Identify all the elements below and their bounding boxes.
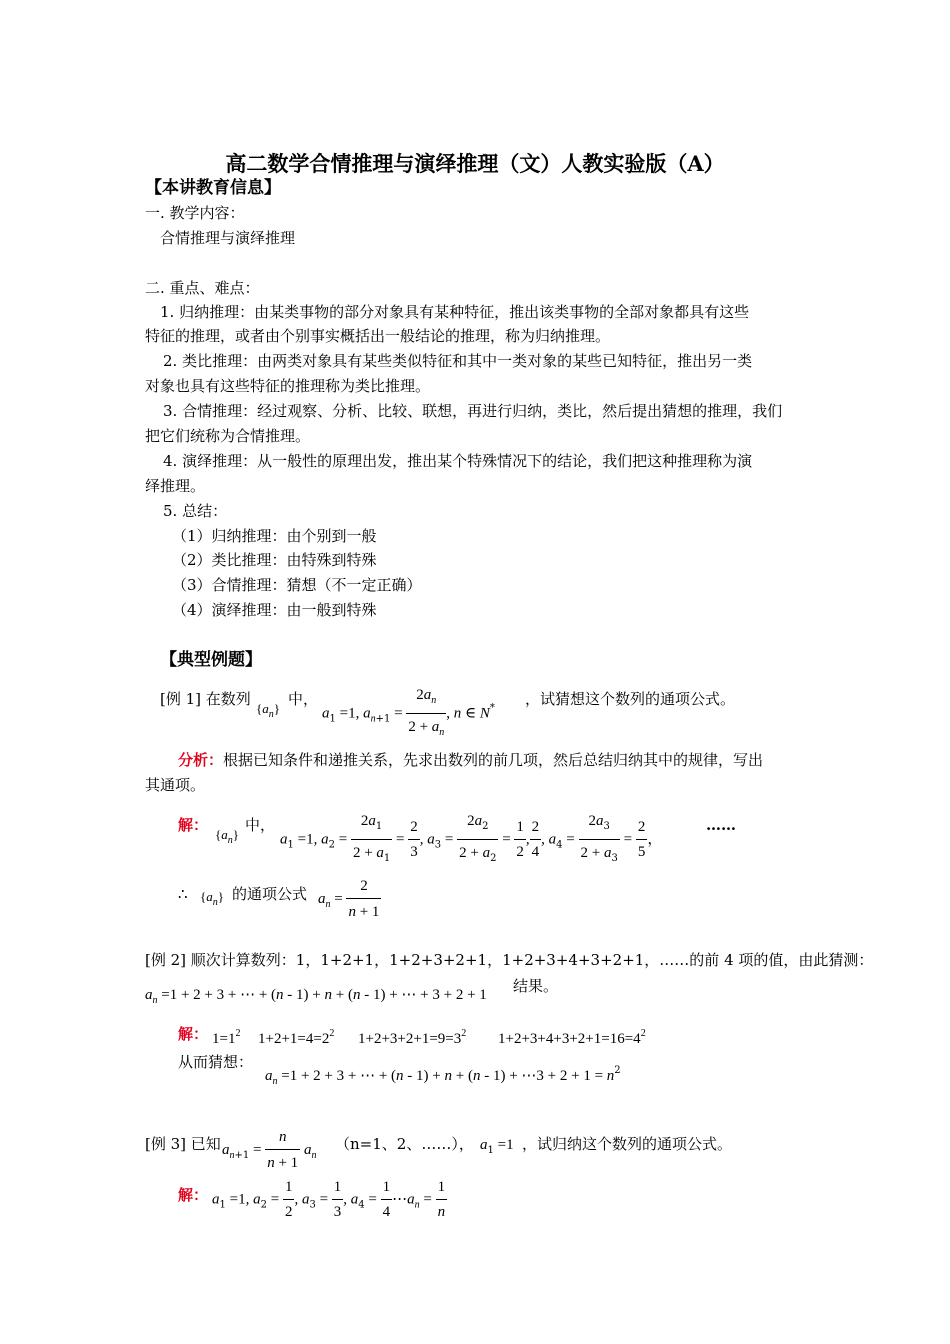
point3-line1: 3. 合情推理：经过观察、分析、比较、联想，再进行归纳，类比，然后提出猜想的推理，我们	[163, 402, 783, 420]
ex3-initial: $a_1 =1$	[480, 1137, 514, 1156]
point1-line1: 1. 归纳推理：由某类事物的部分对象具有某种特征，推出该类事物的全部对象都具有这些	[160, 303, 750, 321]
section1-heading: 一. 教学内容：	[145, 204, 245, 222]
ex2-sol-b: $1+2+1=4=2^2$	[258, 1028, 335, 1047]
summary-item-2: （2）类比推理：由特殊到特殊	[172, 551, 377, 569]
point2-line2: 对象也具有这些特征的推理称为类比推理。	[145, 377, 431, 395]
ex1-sol-zhong: 中，	[245, 816, 276, 834]
ex1-recurrence-formula: $a_1 =1$, $a_{n+1}$ = $\frac{2a_n}{2 + a_n}$ , n ∈ N*	[322, 682, 495, 745]
ex1-solution-label: 解：	[178, 816, 209, 834]
summary-item-4: （4）演绎推理：由一般到特殊	[172, 601, 377, 619]
ex2-sol-c: $1+2+3+2+1=9=3^2$	[358, 1028, 467, 1047]
ex1-therefore: ∴	[178, 885, 188, 903]
ex2-formula: $a_n =1 + 2 + 3$ + ⋯ + (n - 1) + n + (n - 1) + ⋯ + 3 + 2 + 1	[145, 987, 487, 1006]
point5: 5. 总结：	[163, 502, 228, 520]
ex3-solution-terms: $a_1 =1$, $a_2$ = $\frac{1}{2}$ , $a_3$ = $\frac{1}{3}$ , $a_4$ = $\frac{1}{4}$ $\cdots a_n$ = $\frac{1}{n}$	[212, 1175, 447, 1224]
ex1-sol-dots: ……	[706, 816, 736, 834]
point2-line1: 2. 类比推理：由两类对象具有某些类似特征和其中一类对象的某些已知特征，推出另一类	[163, 352, 753, 370]
ex1-analysis	[178, 750, 763, 770]
point3-line2: 把它们统称为合情推理。	[145, 427, 311, 445]
ex1-label: [例 1] 在数列	[160, 690, 251, 708]
section-info-heading: 【本讲教育信息】	[145, 178, 281, 198]
ex1-analysis-line2: 其通项。	[145, 776, 206, 794]
ex2-solution-label: 解：	[178, 1025, 209, 1043]
ex2-sol-a: $1=1^2$	[212, 1028, 241, 1047]
ex3-tail: ，试归纳这个数列的通项公式。	[522, 1135, 733, 1153]
ex1-seq-notation: $\{a_n\}$	[256, 701, 280, 720]
summary-item-1: （1）归纳推理：由个别到一般	[172, 527, 377, 545]
point4-line2: 绎推理。	[145, 477, 206, 495]
page-title: 高二数学合情推理与演绎推理（文）人教实验版（A）	[225, 151, 725, 176]
section2-heading: 二. 重点、难点：	[145, 279, 260, 297]
ex1-therefore-seq-notation: $\{a_n\}$	[200, 889, 224, 908]
ex2-guess-label: 从而猜想：	[178, 1053, 254, 1071]
ex1-general-term-label: 的通项公式	[232, 885, 308, 903]
ex1-analysis-label: 分析：	[178, 751, 224, 769]
ex1-general-term-formula: $a_n$ = $\frac{2}{n + 1}$	[318, 874, 381, 924]
ex3-condition: （n=1、2、……），	[335, 1135, 474, 1153]
summary-item-3: （3）合情推理：猜想（不一定正确）	[172, 576, 422, 594]
ex2-line1: [例 2] 顺次计算数列：1，1+2+1，1+2+3+2+1，1+2+3+4+3+2+1，……的前 4 项的值，由此猜测：	[145, 951, 874, 969]
point4-line1: 4. 演绎推理：从一般性的原理出发，推出某个特殊情况下的结论，我们把这种推理称为演	[163, 452, 753, 470]
ex1-sol-seq-notation: $\{a_n\}$	[215, 827, 239, 846]
ex1-solution-terms: $a_1 =1$, $a_2$ = $\frac{2a_1}{2 + a_1}$ = $\frac{2}{3}$ , $a_3$ = $\frac{2a_2}{2 + a_2}$ = $\frac{1}{2}$ , $\frac{2}{4}$ , $a_4$ = $\frac{2a_3}{2 + a_3}$ = $\frac{2}{5}$ ，	[280, 808, 662, 871]
ex2-guess-formula: $a_n =1 + 2 + 3$ + ⋯ + (n - 1) + n + (n - 1) + ⋯3 + $2 + 1 = n^2$	[265, 1065, 621, 1087]
point1-line2: 特征的推理，或者由个别事实概括出一般结论的推理，称为归纳推理。	[145, 327, 611, 345]
ex3-label: [例 3] 已知	[145, 1135, 221, 1153]
ex2-result: 结果。	[513, 977, 559, 995]
examples-heading: 【典型例题】	[160, 650, 262, 670]
ex1-analysis-line1: 根据已知条件和递推关系，先求出数列的前几项，然后总结归纳其中的规律，写出	[223, 751, 764, 769]
section1-content: 合情推理与演绎推理	[160, 229, 296, 247]
ex3-solution-label: 解：	[178, 1186, 209, 1204]
ex1-zhong: 中，	[288, 690, 319, 708]
ex1-tail: ，试猜想这个数列的通项公式。	[525, 690, 736, 708]
ex3-recurrence-formula: $a_{n+1}$ = $\frac{n}{n + 1}$ $a_n$	[222, 1125, 316, 1175]
ex2-sol-d: $1+2+3+4+3+2+1=16=4^2$	[498, 1028, 646, 1047]
